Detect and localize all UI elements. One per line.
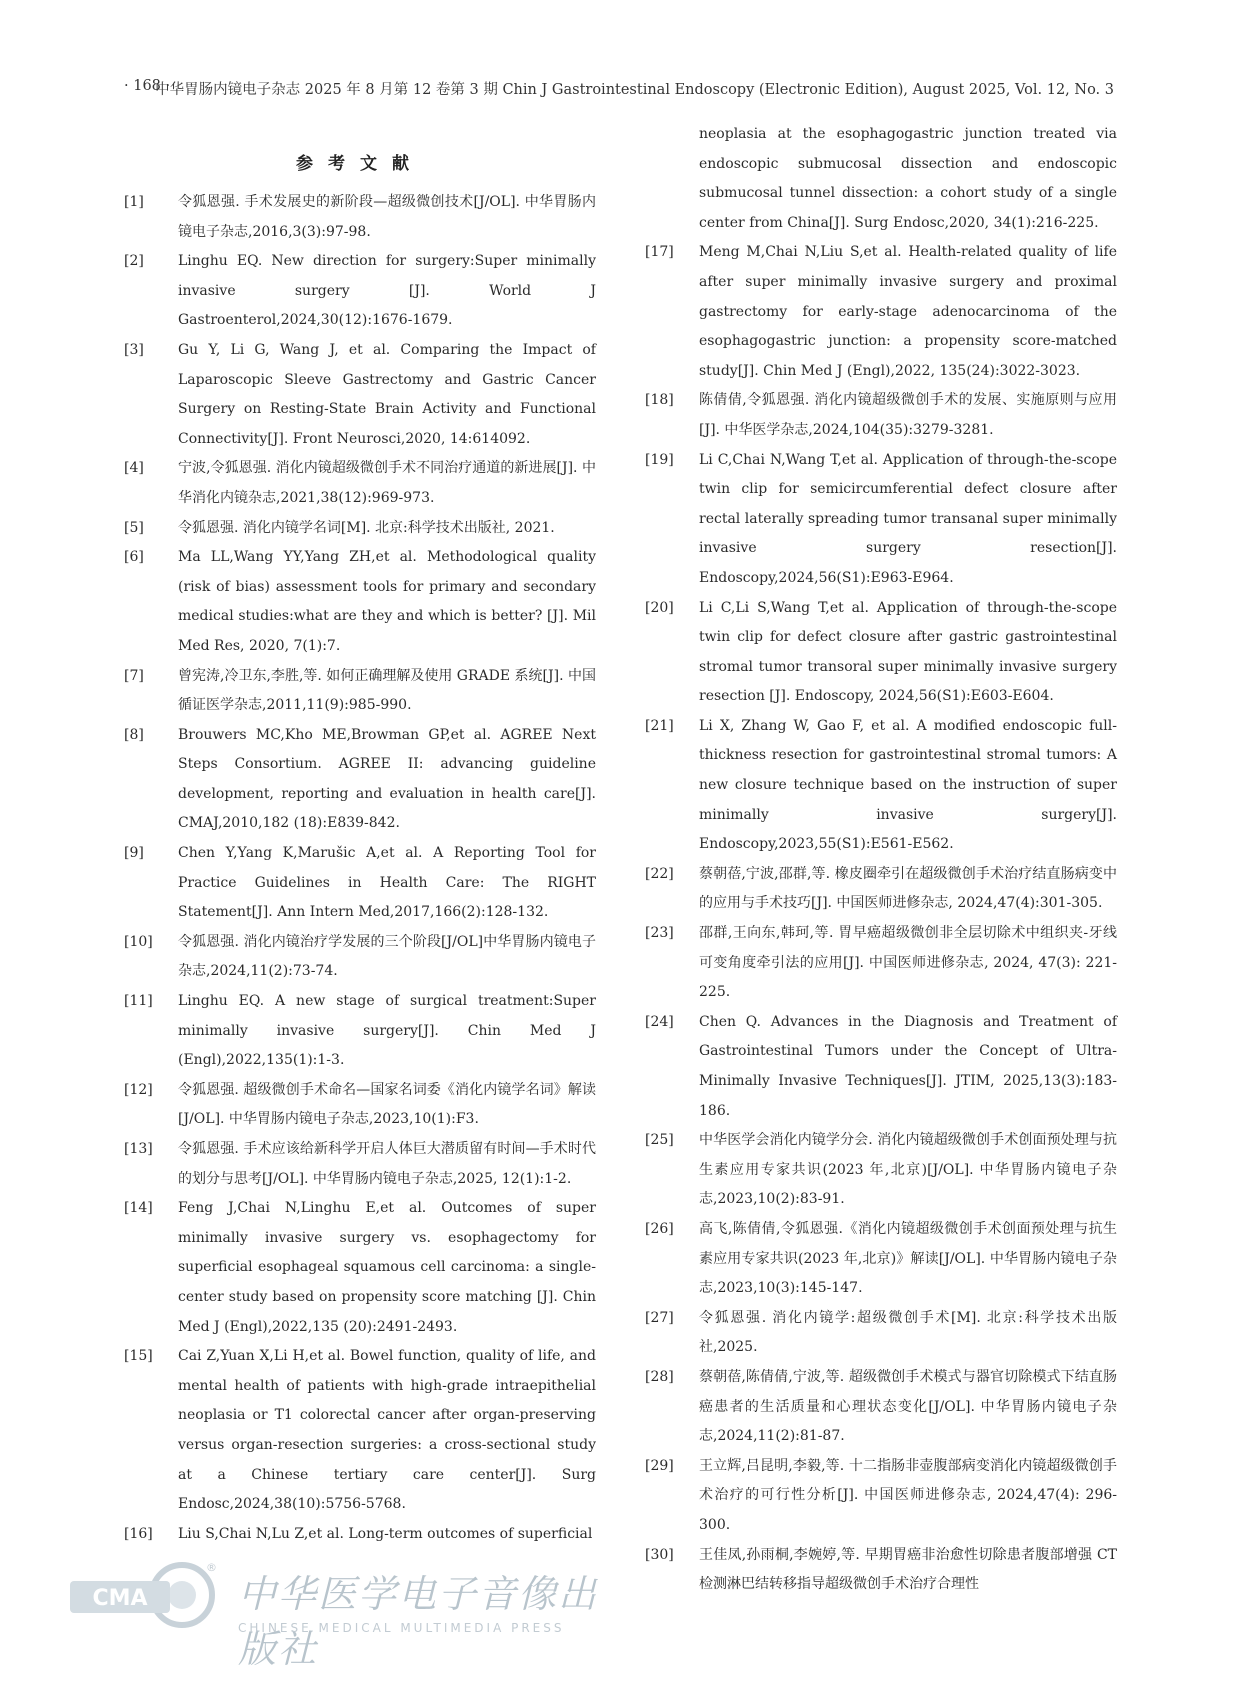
reference-item bbox=[645, 712, 1117, 860]
reference-item bbox=[124, 188, 596, 247]
reference-16-continuation: neoplasia at the esophagogastric junction treated via endoscopic submucosal dissection and endoscopic submucosal tunnel dissection: a cohort study of a single center from China[J]. Surg Endosc,2020, 34(1):216-225. bbox=[699, 126, 1117, 231]
reference-text: 高飞,陈倩倩,令狐恩强.《消化内镜超级微创手术创面预处理与抗生素应用专家共识(2023 年,北京)》解读[J/OL]. 中华胃肠内镜电子杂志,2023,10(3):145-147. bbox=[699, 1220, 1117, 1297]
reference-text: Li C,Li S,Wang T,et al. Application of through-the-scope twin clip for defect closure after gastric gastrointestinal stromal tumor transoral super minimally invasive surgery resection [J]. Endoscopy, 2024,56(S1):E603-E604. bbox=[699, 599, 1117, 705]
reference-text: Li C,Chai N,Wang T,et al. Application of through-the-scope twin clip for semicircumferential defect closure after rectal laterally spreading tumor transanal super minimally invasive surgery resection[J]. Endoscopy,2024,56(S1):E963-E964. bbox=[699, 451, 1117, 586]
reference-item bbox=[124, 514, 596, 544]
reference-number: [20] bbox=[645, 599, 674, 616]
reference-number: [7] bbox=[124, 667, 144, 684]
left-column bbox=[124, 120, 596, 1549]
reference-number: [25] bbox=[645, 1132, 674, 1149]
reference-number: [12] bbox=[124, 1081, 153, 1098]
reference-number: [30] bbox=[645, 1546, 674, 1563]
page-header bbox=[124, 78, 1114, 102]
reference-item bbox=[645, 594, 1117, 712]
reference-number: [6] bbox=[124, 549, 144, 566]
reference-item bbox=[124, 543, 596, 661]
reference-number: [11] bbox=[124, 993, 153, 1010]
reference-item bbox=[124, 928, 596, 987]
reference-item bbox=[124, 454, 596, 513]
reference-text: 曾宪涛,冷卫东,李胜,等. 如何正确理解及使用 GRADE 系统[J]. 中国循证医学杂志,2011,11(9):985-990. bbox=[178, 667, 596, 714]
registered-mark: ® bbox=[206, 1561, 217, 1574]
reference-item bbox=[645, 1215, 1117, 1304]
reference-item bbox=[124, 336, 596, 454]
reference-text: Feng J,Chai N,Linghu E,et al. Outcomes of super minimally invasive surgery vs. esophagectomy for superficial esophageal squamous cell carcinoma: a single-center study based on propensity score matching [J]. Chin Med J (Engl),2022,135 (20):2491-2493. bbox=[178, 1200, 596, 1335]
running-title: 中华胃肠内镜电子杂志 2025 年 8 月第 12 卷第 3 期 Chin J Gastrointestinal Endoscopy (Electronic Edition), August 2025, Vol. 12, No. 3 bbox=[155, 82, 1114, 98]
reference-text: Liu S,Chai N,Lu Z,et al. Long-term outcomes of superficial bbox=[178, 1525, 593, 1542]
reference-item bbox=[124, 721, 596, 839]
reference-item bbox=[124, 247, 596, 336]
reference-text: 令狐恩强. 消化内镜学:超级微创手术[M]. 北京:科学技术出版社,2025. bbox=[699, 1309, 1117, 1356]
reference-text: Gu Y, Li G, Wang J, et al. Comparing the Impact of Laparoscopic Sleeve Gastrectomy and Gastric Cancer Surgery on Resting-State Brain Activity and Functional Connectivity[J]. Front Neurosci,2020, 14:614092. bbox=[178, 341, 596, 447]
reference-item bbox=[124, 1135, 596, 1194]
reference-text: 王佳凤,孙雨桐,李婉婷,等. 早期胃癌非治愈性切除患者腹部增强 CT 检测淋巴结转移指导超级微创手术治疗合理性 bbox=[699, 1546, 1117, 1593]
reference-item bbox=[645, 1452, 1117, 1541]
reference-item bbox=[645, 1541, 1117, 1600]
reference-item bbox=[645, 1304, 1117, 1363]
reference-number: [4] bbox=[124, 460, 144, 477]
reference-item bbox=[645, 386, 1117, 445]
reference-number: [2] bbox=[124, 253, 144, 270]
reference-text: 令狐恩强. 消化内镜治疗学发展的三个阶段[J/OL]中华胃肠内镜电子杂志,2024,11(2):73-74. bbox=[178, 933, 596, 980]
reference-number: [17] bbox=[645, 244, 674, 261]
reference-item bbox=[645, 238, 1117, 386]
reference-text: 蔡朝蓓,宁波,邵群,等. 橡皮圈牵引在超级微创手术治疗结直肠病变中的应用与手术技巧[J]. 中国医师进修杂志, 2024,47(4):301-305. bbox=[699, 865, 1117, 912]
reference-number: [9] bbox=[124, 845, 144, 862]
reference-number: [16] bbox=[124, 1525, 153, 1542]
reference-number: [28] bbox=[645, 1368, 674, 1385]
reference-number: [29] bbox=[645, 1457, 674, 1474]
cma-logo bbox=[70, 1555, 230, 1645]
reference-number: [23] bbox=[645, 925, 674, 942]
reference-number: [13] bbox=[124, 1141, 153, 1157]
reference-item bbox=[124, 1076, 596, 1135]
reference-number: [10] bbox=[124, 933, 153, 950]
reference-item bbox=[124, 662, 596, 721]
reference-text: Linghu EQ. A new stage of surgical treatment:Super minimally invasive surgery[J]. Chin Med J (Engl),2022,135(1):1-3. bbox=[178, 993, 596, 1069]
reference-text: Linghu EQ. New direction for surgery:Super minimally invasive surgery [J]. World J Gastroenterol,2024,30(12):1676-1679. bbox=[178, 253, 596, 329]
reference-text: 邵群,王向东,韩珂,等. 胃早癌超级微创非全层切除术中组织夹-牙线可变角度牵引法的应用[J]. 中国医师进修杂志, 2024, 47(3): 221-225. bbox=[699, 925, 1117, 1001]
reference-number: [26] bbox=[645, 1220, 674, 1237]
publisher-watermark bbox=[70, 1555, 610, 1671]
references-heading: 参考文献 bbox=[296, 154, 424, 174]
reference-number: [24] bbox=[645, 1013, 674, 1030]
press-name-en: CHINESE MEDICAL MULTIMEDIA PRESS bbox=[238, 1621, 565, 1635]
reference-list-right bbox=[645, 238, 1117, 1599]
reference-text: Li X, Zhang W, Gao F, et al. A modified endoscopic full-thickness resection for gastrointestinal stromal tumors: A new closure technique based on the instruction of super minimally invasive surgery[J]. Endoscopy,2023,55(S1):E561-E562. bbox=[699, 717, 1117, 853]
reference-item bbox=[645, 1363, 1117, 1452]
reference-number: [8] bbox=[124, 726, 144, 743]
reference-text: 蔡朝蓓,陈倩倩,宁波,等. 超级微创手术模式与器官切除模式下结直肠癌患者的生活质量和心理状态变化[J/OL]. 中华胃肠内镜电子杂志,2024,11(2):81-87. bbox=[699, 1368, 1117, 1445]
reference-text: 宁波,令狐恩强. 消化内镜超级微创手术不同治疗通道的新进展[J]. 中华消化内镜杂志,2021,38(12):969-973. bbox=[178, 460, 596, 506]
reference-item bbox=[645, 860, 1117, 919]
reference-number: [21] bbox=[645, 717, 674, 734]
logo-lettering: CMA bbox=[92, 1586, 148, 1611]
reference-text: Meng M,Chai N,Liu S,et al. Health-related quality of life after super minimally invasive surgery and proximal gastrectomy for early-stage adenocarcinoma of the esophagogastric junction: a propensity score-matched study[J]. Chin Med J (Engl),2022, 135(24):3022-3023. bbox=[699, 244, 1117, 379]
reference-number: [15] bbox=[124, 1348, 153, 1365]
reference-text: 令狐恩强. 消化内镜学名词[M]. 北京:科学技术出版社, 2021. bbox=[178, 519, 555, 536]
reference-number: [1] bbox=[124, 194, 144, 210]
reference-item bbox=[645, 1126, 1117, 1215]
reference-item bbox=[645, 919, 1117, 1008]
reference-number: [3] bbox=[124, 341, 144, 358]
press-name-cn: 中华医学电子音像出版社 bbox=[238, 1572, 599, 1671]
reference-number: [14] bbox=[124, 1200, 153, 1217]
reference-text: 令狐恩强. 超级微创手术命名—国家名词委《消化内镜学名词》解读[J/OL]. 中华胃肠内镜电子杂志,2023,10(1):F3. bbox=[178, 1081, 596, 1128]
reference-text: Chen Y,Yang K,Marušic A,et al. A Reporting Tool for Practice Guidelines in Health Care: The RIGHT Statement[J]. Ann Intern Med,2017,166(2):128-132. bbox=[178, 845, 596, 921]
reference-number: [22] bbox=[645, 865, 674, 882]
reference-text: 王立辉,吕昆明,李毅,等. 十二指肠非壶腹部病变消化内镜超级微创手术治疗的可行性分析[J]. 中国医师进修杂志, 2024,47(4): 296-300. bbox=[699, 1457, 1117, 1533]
reference-text: 中华医学会消化内镜学分会. 消化内镜超级微创手术创面预处理与抗生素应用专家共识(2023 年,北京)[J/OL]. 中华胃肠内镜电子杂志,2023,10(2):83-91. bbox=[699, 1132, 1117, 1208]
reference-item bbox=[645, 1008, 1117, 1126]
reference-text: Ma LL,Wang YY,Yang ZH,et al. Methodological quality (risk of bias) assessment tools for primary and secondary medical studies:what are they and which is better? [J]. Mil Med Res, 2020, 7(1):7. bbox=[178, 549, 596, 654]
reference-number: [5] bbox=[124, 519, 144, 536]
reference-text: Cai Z,Yuan X,Li H,et al. Bowel function, quality of life, and mental health of patients with high-grade intraepithelial neoplasia or T1 colorectal cancer after organ-preserving versus organ-resection surgeries: a cross-sectional study at a Chinese tertiary care center[J]. Surg Endosc,2024,38(10):5756-5768. bbox=[178, 1348, 596, 1513]
reference-item bbox=[124, 1194, 596, 1342]
reference-text: 陈倩倩,令狐恩强. 消化内镜超级微创手术的发展、实施原则与应用[J]. 中华医学杂志,2024,104(35):3279-3281. bbox=[699, 392, 1117, 438]
reference-number: [19] bbox=[645, 451, 674, 468]
reference-item bbox=[645, 446, 1117, 594]
reference-number: [27] bbox=[645, 1309, 674, 1326]
reference-number: [18] bbox=[645, 392, 674, 409]
reference-text: Chen Q. Advances in the Diagnosis and Treatment of Gastrointestinal Tumors under the Concept of Ultra-Minimally Invasive Techniques[J]. JTIM, 2025,13(3):183-186. bbox=[699, 1013, 1117, 1119]
reference-text: 令狐恩强. 手术应该给新科学开启人体巨大潜质留有时间—手术时代的划分与思考[J/OL]. 中华胃肠内镜电子杂志,2025, 12(1):1-2. bbox=[178, 1141, 596, 1187]
reference-text: Brouwers MC,Kho ME,Browman GP,et al. AGREE Next Steps Consortium. AGREE II: advancing guideline development, reporting and evaluation in health care[J]. CMAJ,2010,182 (18):E839-842. bbox=[178, 726, 596, 832]
reference-text: 令狐恩强. 手术发展史的新阶段—超级微创技术[J/OL]. 中华胃肠内镜电子杂志,2016,3(3):97-98. bbox=[178, 194, 596, 240]
reference-item bbox=[124, 1520, 596, 1550]
page-number: · 168 · bbox=[124, 78, 171, 94]
reference-item bbox=[124, 839, 596, 928]
reference-item bbox=[124, 987, 596, 1076]
right-column bbox=[645, 120, 1117, 1600]
reference-list-left bbox=[124, 188, 596, 1549]
reference-item bbox=[124, 1342, 596, 1520]
